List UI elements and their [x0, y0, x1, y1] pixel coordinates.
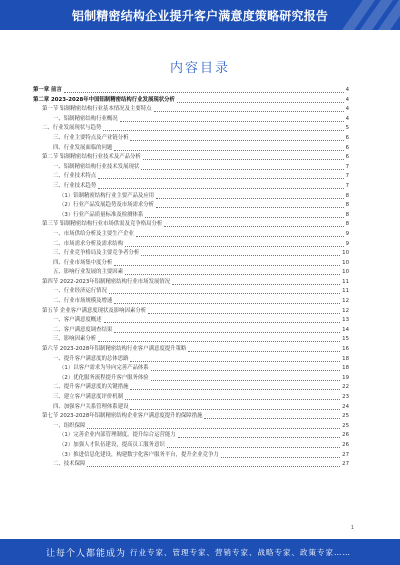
- toc-entry-page: 8: [345, 221, 349, 228]
- toc-entry-title: 第三节 铝制精密结构行业市场供需及竞争格局分析: [42, 220, 163, 230]
- toc-entry-title: 二、技术保障: [53, 460, 86, 470]
- toc-entry-page: 14: [342, 326, 349, 333]
- toc-entry[interactable]: [33, 268, 349, 278]
- toc-leader-dots: [125, 393, 340, 400]
- toc-leader-dots: [151, 364, 340, 371]
- toc-leader-dots: [164, 220, 343, 227]
- toc-leader-dots: [120, 115, 344, 122]
- toc-leader-dots: [130, 383, 340, 390]
- toc-entry-page: 12: [342, 307, 349, 314]
- toc-entry[interactable]: [33, 431, 349, 441]
- toc-entry-page: 5: [345, 125, 349, 132]
- toc-entry-title: （2）优化服务流程提升客户服务体验: [59, 374, 150, 384]
- toc-leader-dots: [143, 153, 344, 160]
- toc-entry-page: 11: [342, 278, 349, 285]
- toc-entry-page: 15: [342, 336, 349, 343]
- toc-leader-dots: [130, 403, 340, 410]
- toc-entry-title: 一、行业经济运行情况: [53, 287, 108, 297]
- toc-entry[interactable]: [33, 153, 349, 163]
- toc-entry-title: 一、铝制精密结构行业概况: [53, 115, 119, 125]
- toc-entry-title: 第一节 铝制精密结构行业基本情况及主要特点: [42, 105, 153, 115]
- toc-entry[interactable]: [33, 441, 349, 451]
- toc-entry-title: 二、提升客户满意度的关键措施: [53, 383, 129, 393]
- toc-entry-title: 五、影响行业发展的主要因素: [53, 268, 124, 278]
- toc-entry-page: 18: [342, 355, 349, 362]
- toc-leader-dots: [177, 96, 344, 103]
- toc-leader-dots: [98, 172, 343, 179]
- toc-entry-title: （3）推进信息化建设，构建数字化客户服务平台，提升企业竞争力: [59, 451, 220, 461]
- toc-entry[interactable]: [33, 335, 349, 345]
- toc-entry[interactable]: [33, 249, 349, 259]
- toc-entry-title: 三、行业技术趋势: [53, 182, 97, 192]
- toc-entry-page: 25: [342, 422, 349, 429]
- toc-leader-dots: [130, 134, 343, 141]
- toc-leader-dots: [104, 316, 341, 323]
- toc-entry[interactable]: [33, 182, 349, 192]
- toc-entry-title: （1）铝制精密结构行业主要产品及应用: [59, 192, 155, 202]
- toc-entry[interactable]: [33, 124, 349, 134]
- toc-leader-dots: [145, 211, 343, 218]
- toc-entry[interactable]: [33, 163, 349, 173]
- toc-entry[interactable]: [33, 278, 349, 288]
- toc-entry-page: 9: [345, 240, 349, 247]
- toc-entry-page: 6: [345, 154, 349, 161]
- toc-entry-title: （3）行业产品质量标准及检测体系: [59, 211, 144, 221]
- toc-entry-page: 11: [342, 288, 349, 295]
- toc-entry[interactable]: [33, 211, 349, 221]
- toc-entry-title: 四、行业发展面临的问题: [53, 144, 113, 154]
- toc-entry-title: 二、客户满意度调查结果: [53, 326, 113, 336]
- toc-leader-dots: [109, 287, 340, 294]
- toc-entry[interactable]: [33, 326, 349, 336]
- toc-leader-dots: [221, 451, 340, 458]
- toc-leader-dots: [87, 422, 340, 429]
- toc-entry[interactable]: [33, 115, 349, 125]
- toc-entry-page: 8: [345, 192, 349, 199]
- toc-leader-dots: [148, 307, 340, 314]
- toc-entry-page: 27: [342, 461, 349, 468]
- toc-entry-title: 三、行业主要特点及产业链分析: [53, 134, 129, 144]
- footer-bar: [0, 539, 400, 565]
- toc-entry[interactable]: [33, 96, 349, 106]
- toc-leader-dots: [178, 431, 341, 438]
- toc-entry[interactable]: [33, 230, 349, 240]
- toc-entry-title: 一、客户满意度概述: [53, 316, 103, 326]
- toc-entry[interactable]: [33, 422, 349, 432]
- footer-slogan-left: 让每个人都能成为: [46, 549, 127, 559]
- toc-heading: 内容目录: [169, 61, 230, 76]
- toc-entry-page: 7: [345, 163, 349, 170]
- toc-leader-dots: [154, 105, 344, 112]
- toc-leader-dots: [167, 441, 340, 448]
- toc-entry-page: 8: [345, 211, 349, 218]
- toc-leader-dots: [114, 326, 340, 333]
- toc-entry-page: 8: [345, 202, 349, 209]
- toc-entry[interactable]: [33, 345, 349, 355]
- toc-entry[interactable]: [33, 451, 349, 461]
- toc-entry[interactable]: [33, 316, 349, 326]
- toc-entry[interactable]: [33, 460, 349, 470]
- toc-entry-page: 4: [345, 87, 349, 93]
- toc-entry[interactable]: [33, 172, 349, 182]
- toc-entry-page: 18: [342, 365, 349, 372]
- toc-entry-title: 一、市场供给分析及主要生产企业: [53, 230, 135, 240]
- toc-entry[interactable]: [33, 86, 349, 96]
- toc-entry-title: 第五节 企业客户满意度现状及影响因素分析: [42, 307, 147, 317]
- toc-leader-dots: [125, 268, 340, 275]
- toc-leader-dots: [114, 144, 343, 151]
- toc-entry[interactable]: [33, 374, 349, 384]
- toc-entry-page: 4: [345, 115, 349, 122]
- toc-entry-title: 一、组织保障: [53, 422, 86, 432]
- toc-entry-page: 9: [345, 230, 349, 237]
- toc-entry-title: 四、行业市场集中度分析: [53, 259, 113, 269]
- toc-leader-dots: [136, 230, 344, 237]
- toc-entry-page: 13: [342, 317, 349, 324]
- toc-entry-title: 四、加强客户关系管理体系建设: [53, 403, 129, 413]
- toc-entry[interactable]: [33, 134, 349, 144]
- toc-entry-title: 三、行业竞争格局及主要竞争者分析: [53, 249, 140, 259]
- toc-entry-title: 二、行业市场规模及增速: [53, 297, 113, 307]
- toc-entry-page: 10: [342, 250, 349, 257]
- toc-entry[interactable]: [33, 307, 349, 317]
- toc-entry[interactable]: [33, 393, 349, 403]
- toc-leader-dots: [103, 124, 343, 131]
- footer-slogan-right: 行业专家、管理专家、营销专家、战略专家、政策专家……: [130, 548, 351, 557]
- toc-entry-title: 第四节 2022-2023年铝制精密结构行业市场发展情况: [42, 278, 171, 288]
- toc-entry-page: 26: [342, 441, 349, 448]
- toc-entry-title: （1）完善企业内部管理制度，提升综合运营能力: [59, 431, 177, 441]
- header-decoration: [340, 0, 400, 30]
- toc-leader-dots: [130, 355, 340, 362]
- toc-entry-title: 第六节 2023-2028年铝制精密结构行业客户满意度提升策略: [42, 345, 187, 355]
- toc-leader-dots: [141, 249, 340, 256]
- toc-entry-page: 26: [342, 432, 349, 439]
- toc-leader-dots: [156, 201, 343, 208]
- toc-entry[interactable]: [33, 240, 349, 250]
- toc-entry[interactable]: [33, 412, 349, 422]
- toc-entry-page: 12: [342, 298, 349, 305]
- header-bar: [0, 0, 400, 30]
- toc-entry[interactable]: [33, 192, 349, 202]
- toc-leader-dots: [64, 86, 344, 93]
- toc-leader-dots: [188, 345, 340, 352]
- toc-leader-dots: [125, 240, 343, 247]
- toc-entry[interactable]: [33, 383, 349, 393]
- toc-entry-title: 第一章 前言: [33, 86, 63, 96]
- toc-entry-title: 三、建立客户满意度评价机制: [53, 393, 124, 403]
- toc-leader-dots: [98, 182, 343, 189]
- toc-entry-title: （2）行业产品发展趋势及市场需求分析: [59, 201, 155, 211]
- toc-entry-page: 25: [342, 413, 349, 420]
- toc-entry-title: （2）加强人才队伍建设，提高员工服务意识: [59, 441, 166, 451]
- toc-entry-page: 6: [345, 144, 349, 151]
- table-of-contents: [33, 86, 349, 470]
- toc-entry[interactable]: [33, 364, 349, 374]
- toc-entry-page: 19: [342, 374, 349, 381]
- toc-entry-title: 第二节 铝制精密结构行业技术及产品分析: [42, 153, 142, 163]
- toc-entry[interactable]: [33, 105, 349, 115]
- toc-entry-page: 4: [345, 96, 349, 103]
- toc-leader-dots: [204, 412, 340, 419]
- toc-leader-dots: [114, 259, 340, 266]
- toc-entry-page: 10: [342, 259, 349, 266]
- page-number: 1: [350, 525, 354, 531]
- toc-leader-dots: [114, 297, 340, 304]
- toc-entry-page: 24: [342, 403, 349, 410]
- toc-entry[interactable]: [33, 259, 349, 269]
- report-title: 铝制精密结构企业提升客户满意度策略研究报告: [71, 9, 329, 23]
- toc-entry[interactable]: [33, 201, 349, 211]
- toc-entry[interactable]: [33, 287, 349, 297]
- toc-entry-page: 10: [342, 269, 349, 276]
- toc-entry[interactable]: [33, 297, 349, 307]
- toc-entry-title: 二、市场需求分析及需求结构: [53, 240, 124, 250]
- toc-entry[interactable]: [33, 355, 349, 365]
- toc-entry-title: 第七节 2023-2028年铝制精密结构企业客户满意度提升的保障措施: [42, 412, 203, 422]
- toc-entry-title: 二、行业发展现状与趋势: [42, 124, 102, 134]
- toc-entry-page: 16: [342, 346, 349, 353]
- toc-entry-page: 22: [342, 384, 349, 391]
- toc-entry[interactable]: [33, 144, 349, 154]
- toc-entry[interactable]: [33, 403, 349, 413]
- toc-entry-page: 6: [345, 134, 349, 141]
- toc-leader-dots: [156, 192, 343, 199]
- toc-entry-title: （1）以客户需求为导向完善产品体系: [59, 364, 150, 374]
- toc-entry-title: 三、影响因素分析: [53, 335, 97, 345]
- toc-leader-dots: [151, 374, 340, 381]
- toc-entry-title: 一、提升客户满意度的总体思路: [53, 355, 129, 365]
- toc-entry-title: 第二章 2023-2028年中国铝制精密结构行业发展现状分析: [33, 96, 176, 106]
- toc-leader-dots: [98, 335, 340, 342]
- toc-entry-title: 二、行业技术特点: [53, 172, 97, 182]
- toc-entry[interactable]: [33, 220, 349, 230]
- toc-leader-dots: [87, 460, 340, 467]
- toc-entry-page: 23: [342, 394, 349, 400]
- toc-entry-page: 4: [345, 106, 349, 113]
- toc-entry-page: 7: [345, 182, 349, 189]
- toc-entry-title: 一、铝制精密结构行业技术发展现状: [53, 163, 140, 173]
- toc-leader-dots: [141, 163, 343, 170]
- toc-leader-dots: [172, 278, 340, 285]
- toc-entry-page: 27: [342, 451, 349, 458]
- toc-entry-page: 7: [345, 173, 349, 180]
